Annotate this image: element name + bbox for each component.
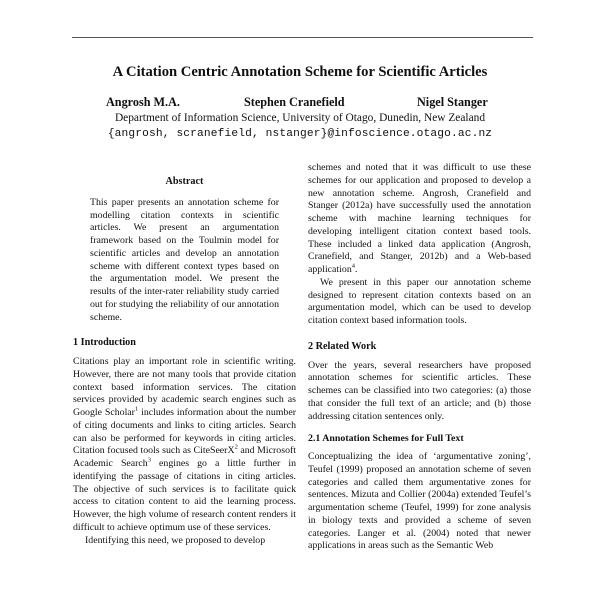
abstract-text: This paper presents an annotation scheme for modelling citation contexts in scientific articles. We present an argumentation framework based on the Toulmin model for scientific articles and develop an annotation scheme with different context types based on the argumentation model. We present the results of the inter-rater reliability study carried out for studying the reliability of our annotation scheme. xyxy=(90,196,279,323)
footnote-mark-1: 1 xyxy=(134,405,139,413)
right-paragraph-1 xyxy=(308,162,531,277)
intro-text-d: engines go a little further in identifying the passage of citations in citing articles. The objective of such services is to facilitate quick access to citation content to aid the learning process. However, the high volume of research content renders it difficult to achieve optimum use of these services. xyxy=(73,458,296,533)
footnote-mark-3: 3 xyxy=(147,456,151,464)
right-text-b: . xyxy=(355,264,358,275)
abstract-heading: Abstract xyxy=(165,176,204,187)
author-3: Nigel Stanger xyxy=(417,95,488,109)
affiliation: Department of Information Science, University of Otago, Dunedin, New Zealand xyxy=(114,112,486,124)
intro-text-b: includes information about the number of citing documents and links to citing articles. Search can also be performed for keywords in citing articles. Citation focused tools such as CiteSeerX xyxy=(73,407,296,457)
right-paragraph-2: We present in this paper our annotation scheme designed to represent citation contexts based on an argumentation model, which can be used to develop citation context based information tools. xyxy=(308,276,531,326)
intro-paragraph-1 xyxy=(73,356,296,535)
left-column xyxy=(73,176,296,547)
right-column xyxy=(308,162,531,553)
intro-paragraph-2: Identifying this need, we proposed to develop xyxy=(85,534,266,546)
section-1-heading: 1 Introduction xyxy=(73,337,136,349)
intro-text-c: and Microsoft Academic Search xyxy=(73,445,296,469)
footnote-mark-2: 2 xyxy=(234,443,238,451)
full-text-schemes-paragraph: Conceptualizing the idea of ‘argumentative zoning’, Teufel (1999) proposed an annotation scheme of seven categories and called them argumentative zones for sentences. Mizuta and Collier (2004a) extended Teufel’s argumentation scheme (Teufel, 1999) for zone analysis in biology texts and provided a scheme of seven categories. Langer et al. (2004) noted that newer applications in areas such as the Semantic Web xyxy=(308,451,531,552)
right-text-a: schemes and noted that it was difficult to use these schemes for our application and proposed to develop a new annotation scheme. Angrosh, Cranefield and Stanger (2012a) have successfully used the annotation scheme with machine learning techniques for developing intelligent citation context based tools. These included a linked data application (Angrosh, Cranefield, and Stanger, 2012b) and a Web-based application xyxy=(308,162,531,275)
header-rule xyxy=(72,37,533,38)
author-emails: {angrosh, scranefield, nstanger}@infoscience.otago.ac.nz xyxy=(107,128,493,140)
author-1: Angrosh M.A. xyxy=(106,95,180,109)
author-list xyxy=(0,95,600,111)
author-2: Stephen Cranefield xyxy=(244,95,345,109)
paper-title: A Citation Centric Annotation Scheme for Scientific Articles xyxy=(112,64,488,80)
intro-text-a: Citations play an important role in scientific writing. However, there are not many tools that provide citation context based information services. The citation services provided by academic search engines such as Google Scholar xyxy=(73,356,296,418)
footnote-mark-4: 4 xyxy=(351,262,355,270)
section-2-heading: 2 Related Work xyxy=(308,340,377,352)
subsection-2-1-heading: 2.1 Annotation Schemes for Full Text xyxy=(308,433,464,445)
related-work-paragraph: Over the years, several researchers have proposed annotation schemes for scientific articles. These schemes can be classified into two categories: (a) those that consider the full text of an article; and (b) those addressing citation sentences only. xyxy=(308,359,531,422)
